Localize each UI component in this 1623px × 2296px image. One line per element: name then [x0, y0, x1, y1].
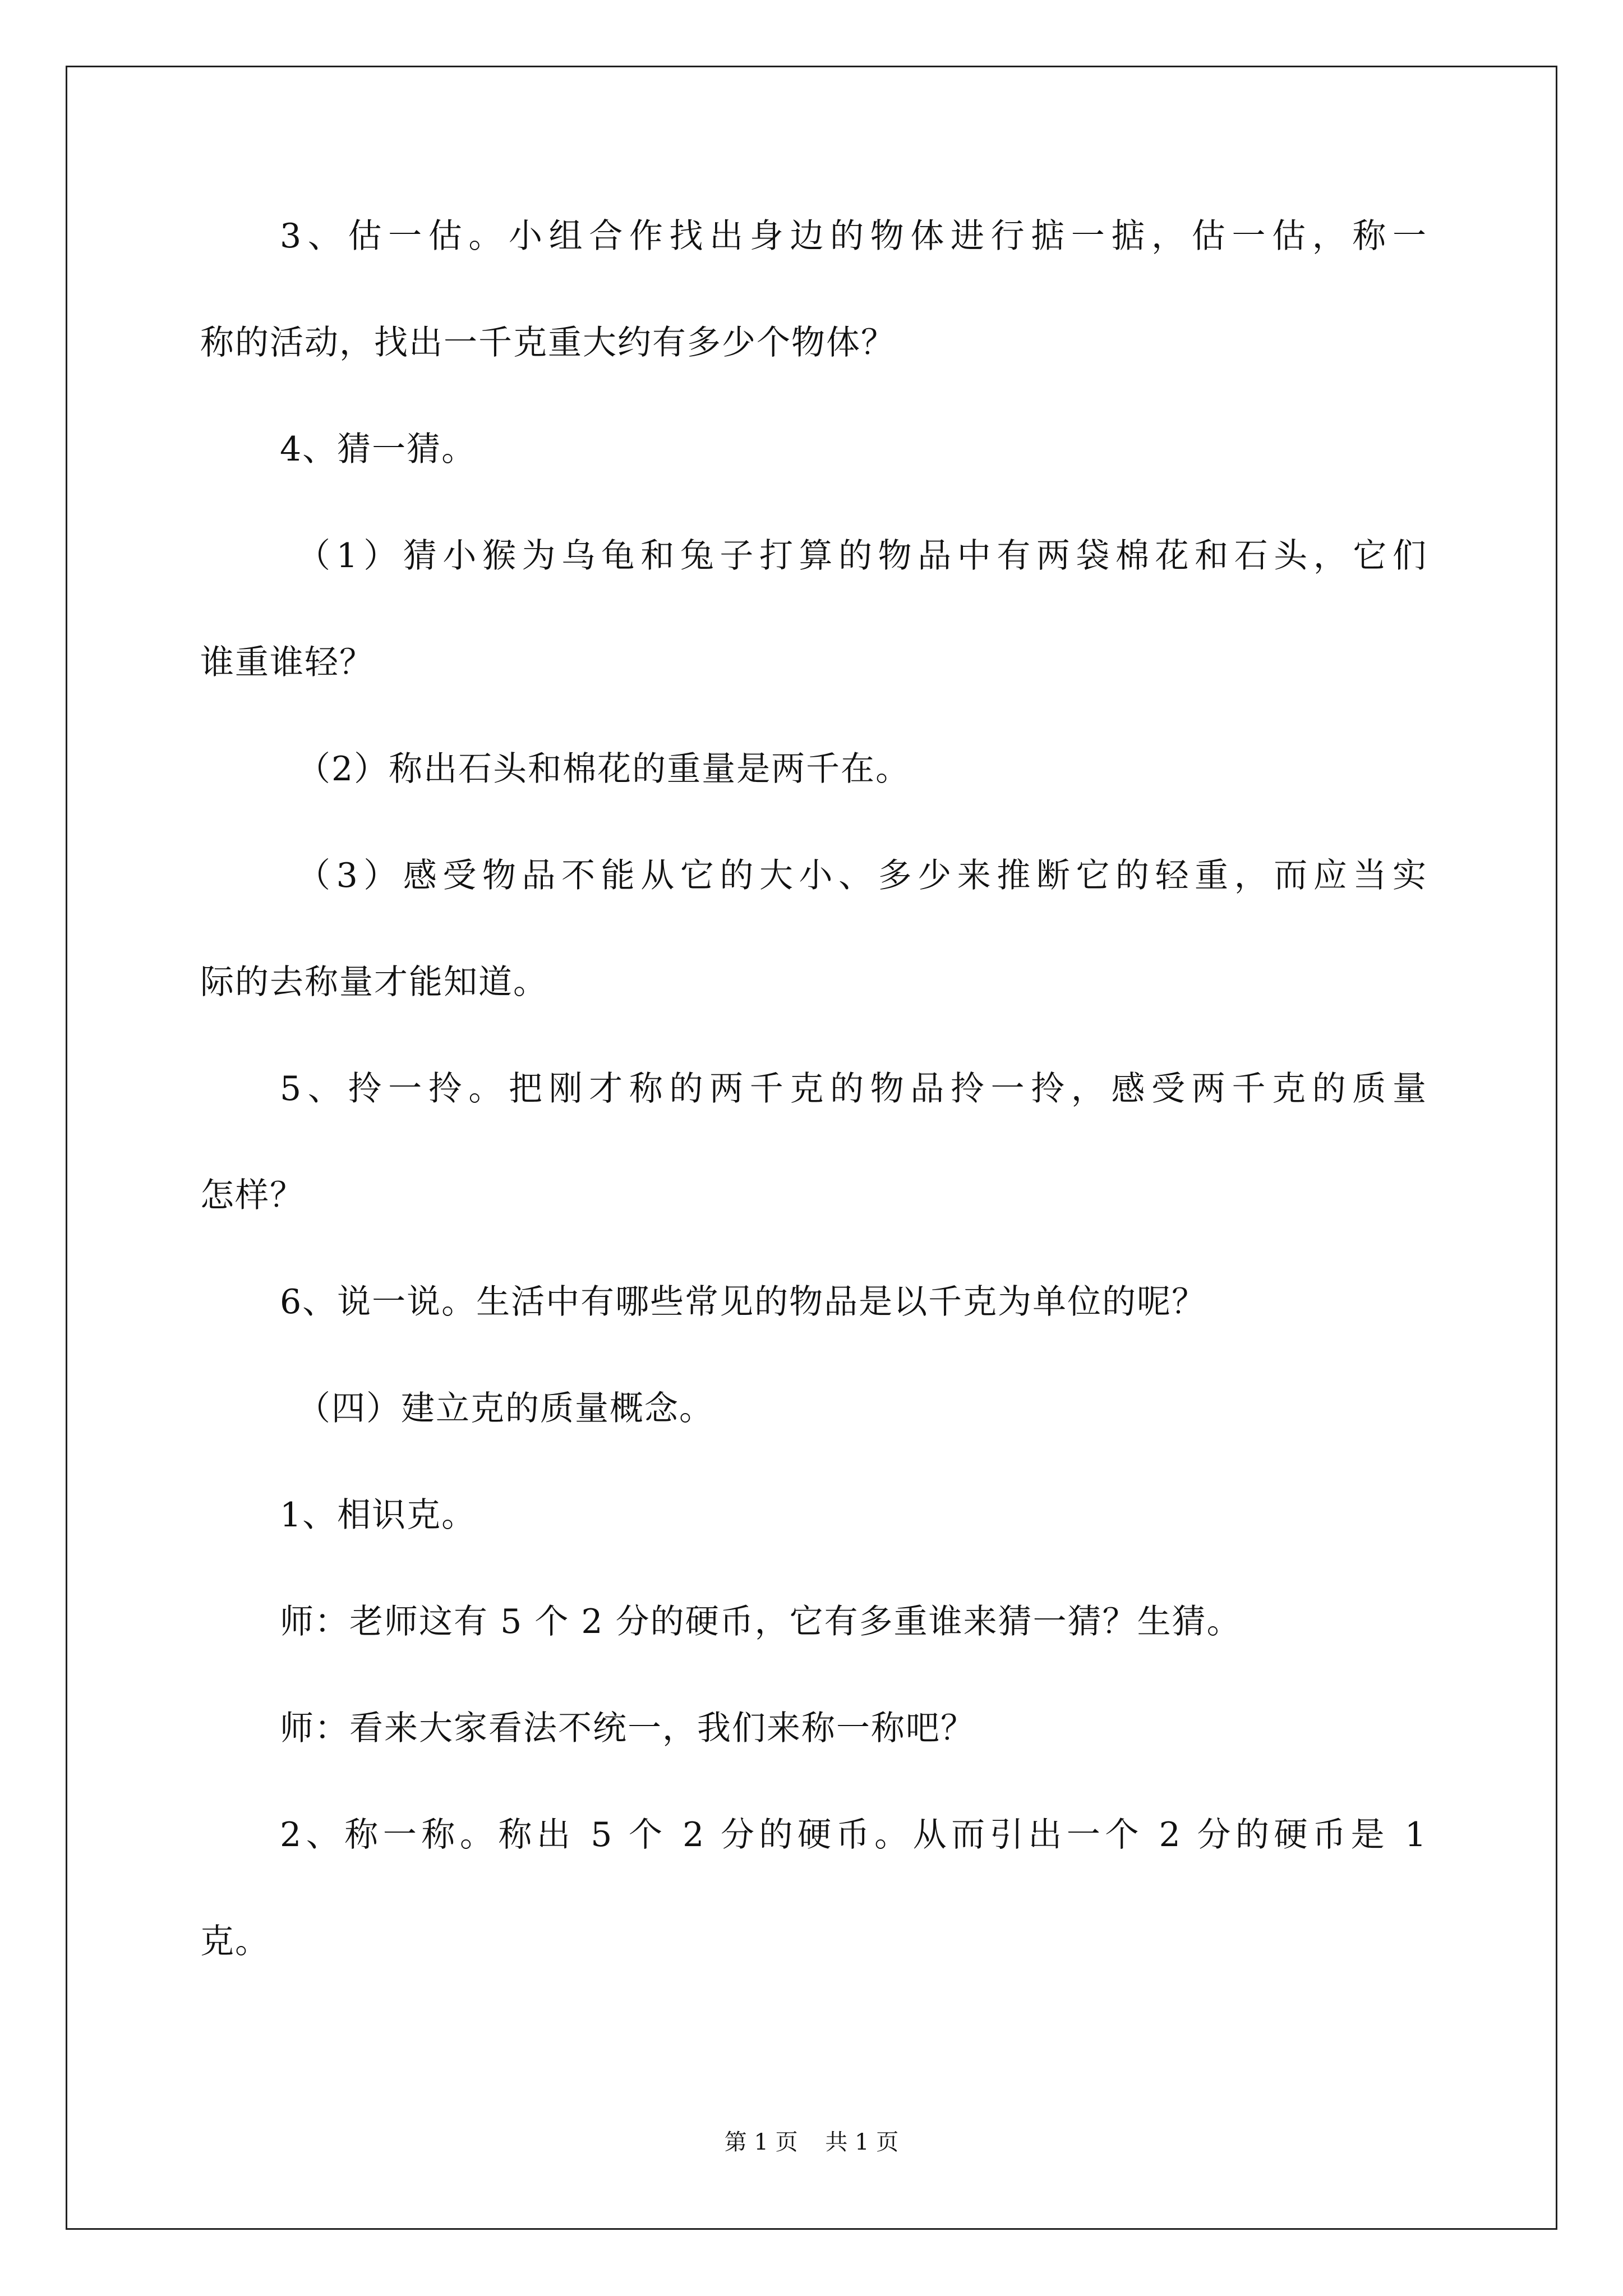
page-number-total: 共 1 页	[825, 2129, 899, 2155]
text-line: 2、称一称。称出 5 个 2 分的硬币。从而引出一个 2 分的硬币是 1	[280, 1815, 1427, 1855]
text-line: （四）建立克的质量概念。	[297, 1389, 714, 1428]
page-footer	[0, 2129, 1623, 2156]
text-line: 称的活动，找出一千克重大约有多少个物体？	[200, 323, 896, 362]
text-line: 际的去称量才能知道。	[200, 963, 548, 1002]
text-line: 6、说一说。生活中有哪些常见的物品是以千克为单位的呢？	[280, 1282, 1207, 1322]
text-line: 4、猜一猜。	[280, 430, 477, 469]
text-line: 怎样？	[200, 1176, 305, 1215]
text-line: 师：老师这有 5 个 2 分的硬币，它有多重谁来猜一猜？生猜。	[280, 1602, 1242, 1641]
text-line: 谁重谁轻？	[200, 643, 374, 682]
text-line: 1、相识克。	[280, 1496, 477, 1535]
page-number-current: 第 1 页	[724, 2129, 798, 2155]
page-border	[66, 66, 1557, 2230]
text-line: （2）称出石头和棉花的重量是两千在。	[297, 749, 911, 789]
text-line: （1）猜小猴为乌龟和兔子打算的物品中有两袋棉花和石头，它们	[297, 536, 1427, 576]
text-line: 3、估一估。小组合作找出身边的物体进行掂一掂，估一估，称一	[280, 217, 1427, 256]
text-line: （3）感受物品不能从它的大小、多少来推断它的轻重，而应当实	[297, 856, 1427, 895]
text-line: 5、拎一拎。把刚才称的两千克的物品拎一拎，感受两千克的质量	[280, 1069, 1427, 1108]
text-line: 克。	[200, 1922, 270, 1961]
text-line: 师：看来大家看法不统一，我们来称一称吧？	[280, 1709, 975, 1748]
